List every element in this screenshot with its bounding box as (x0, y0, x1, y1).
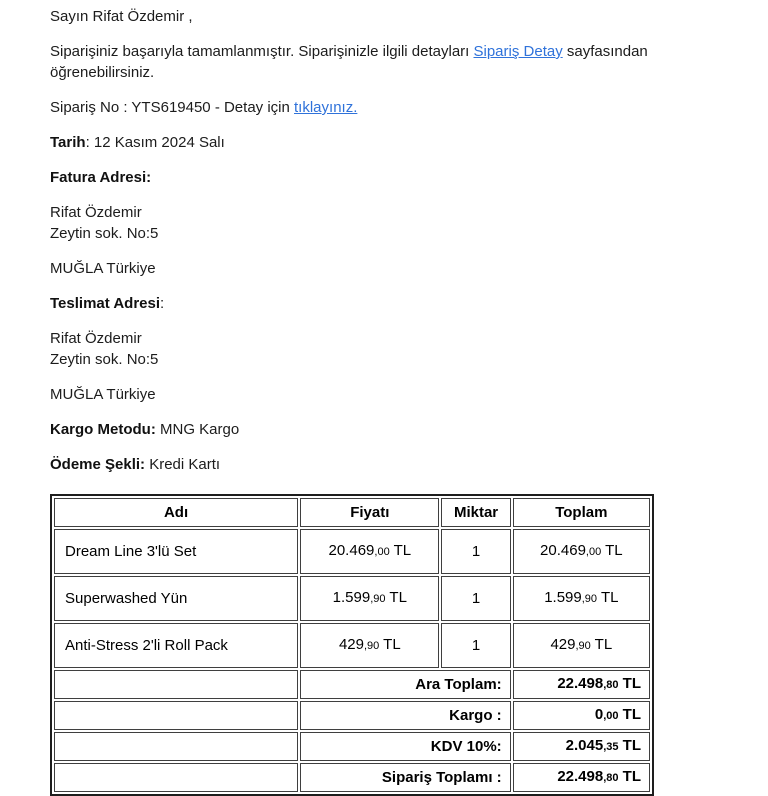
shipping-city: MUĞLA Türkiye (50, 386, 156, 403)
item-price-cell: 429,90 TL (300, 623, 439, 668)
shipping-address-title: Teslimat Adresi: (50, 295, 165, 312)
item-quantity-cell: 1 (441, 529, 510, 574)
payment-method-label: Ödeme Şekli: (50, 456, 146, 473)
item-total-cell: 1.599,90 TL (513, 576, 650, 621)
billing-name: Rifat Özdemir (50, 204, 142, 221)
subtotal-label: Ara Toplam: (300, 670, 511, 699)
date-value: : 12 Kasım 2024 Salı (85, 134, 225, 151)
summary-row-grand-total (54, 763, 650, 792)
shipping-method-line (50, 419, 712, 440)
table-row (54, 623, 650, 668)
billing-city: MUĞLA Türkiye (50, 260, 156, 277)
intro-text-after: sayfasından öğrenebilirsiniz. (50, 43, 648, 81)
intro-paragraph (50, 41, 712, 83)
billing-street: Zeytin sok. No:5 (50, 225, 159, 242)
item-quantity-cell: 1 (441, 623, 510, 668)
order-items-table (50, 494, 654, 796)
billing-address-title: Fatura Adresi: (50, 169, 152, 186)
item-price-cell: 1.599,90 TL (300, 576, 439, 621)
shipping-title-colon: : (160, 295, 165, 312)
grand-total-label: Sipariş Toplamı : (300, 763, 511, 792)
summary-empty-cell (54, 763, 298, 792)
item-name-cell: Superwashed Yün (54, 576, 298, 621)
tax-label: KDV 10%: (300, 732, 511, 761)
order-number-line (50, 97, 712, 118)
item-name-cell: Anti-Stress 2'li Roll Pack (54, 623, 298, 668)
summary-row-subtotal (54, 670, 650, 699)
summary-empty-cell (54, 732, 298, 761)
column-header-name: Adı (54, 498, 298, 527)
order-detail-link[interactable]: Sipariş Detay (473, 43, 563, 60)
date-line (50, 132, 712, 153)
shipping-cost-value: 0,00 TL (513, 701, 650, 730)
intro-text-before: Siparişiniz başarıyla tamamlanmıştır. Siparişinizle ilgili detayları (50, 43, 474, 60)
shipping-cost-label: Kargo : (300, 701, 511, 730)
payment-method-value: Kredi Kartı (145, 456, 221, 473)
shipping-method-label: Kargo Metodu: (50, 421, 156, 438)
payment-method-line (50, 454, 712, 475)
summary-empty-cell (54, 670, 298, 699)
shipping-name: Rifat Özdemir (50, 330, 142, 347)
grand-total-value: 22.498,80 TL (513, 763, 650, 792)
order-number-text: Sipariş No : YTS619450 - Detay için (50, 99, 295, 116)
item-quantity-cell: 1 (441, 576, 510, 621)
column-header-total: Toplam (513, 498, 650, 527)
summary-empty-cell (54, 701, 298, 730)
table-header-row (54, 498, 650, 527)
column-header-quantity: Miktar (441, 498, 510, 527)
column-header-price: Fiyatı (300, 498, 439, 527)
shipping-address-block (50, 328, 712, 370)
shipping-street: Zeytin sok. No:5 (50, 351, 159, 368)
table-row (54, 576, 650, 621)
click-here-link[interactable]: tıklayınız. (294, 99, 358, 116)
item-total-cell: 429,90 TL (513, 623, 650, 668)
date-label: Tarih (50, 134, 86, 151)
shipping-method-value: MNG Kargo (155, 421, 240, 438)
item-price-cell: 20.469,00 TL (300, 529, 439, 574)
greeting-line: Sayın Rifat Özdemir , (50, 8, 193, 25)
item-name-cell: Dream Line 3'lü Set (54, 529, 298, 574)
billing-address-block (50, 202, 712, 244)
item-total-cell: 20.469,00 TL (513, 529, 650, 574)
table-row (54, 529, 650, 574)
summary-row-tax (54, 732, 650, 761)
subtotal-value: 22.498,80 TL (513, 670, 650, 699)
tax-value: 2.045,35 TL (513, 732, 650, 761)
summary-row-shipping (54, 701, 650, 730)
